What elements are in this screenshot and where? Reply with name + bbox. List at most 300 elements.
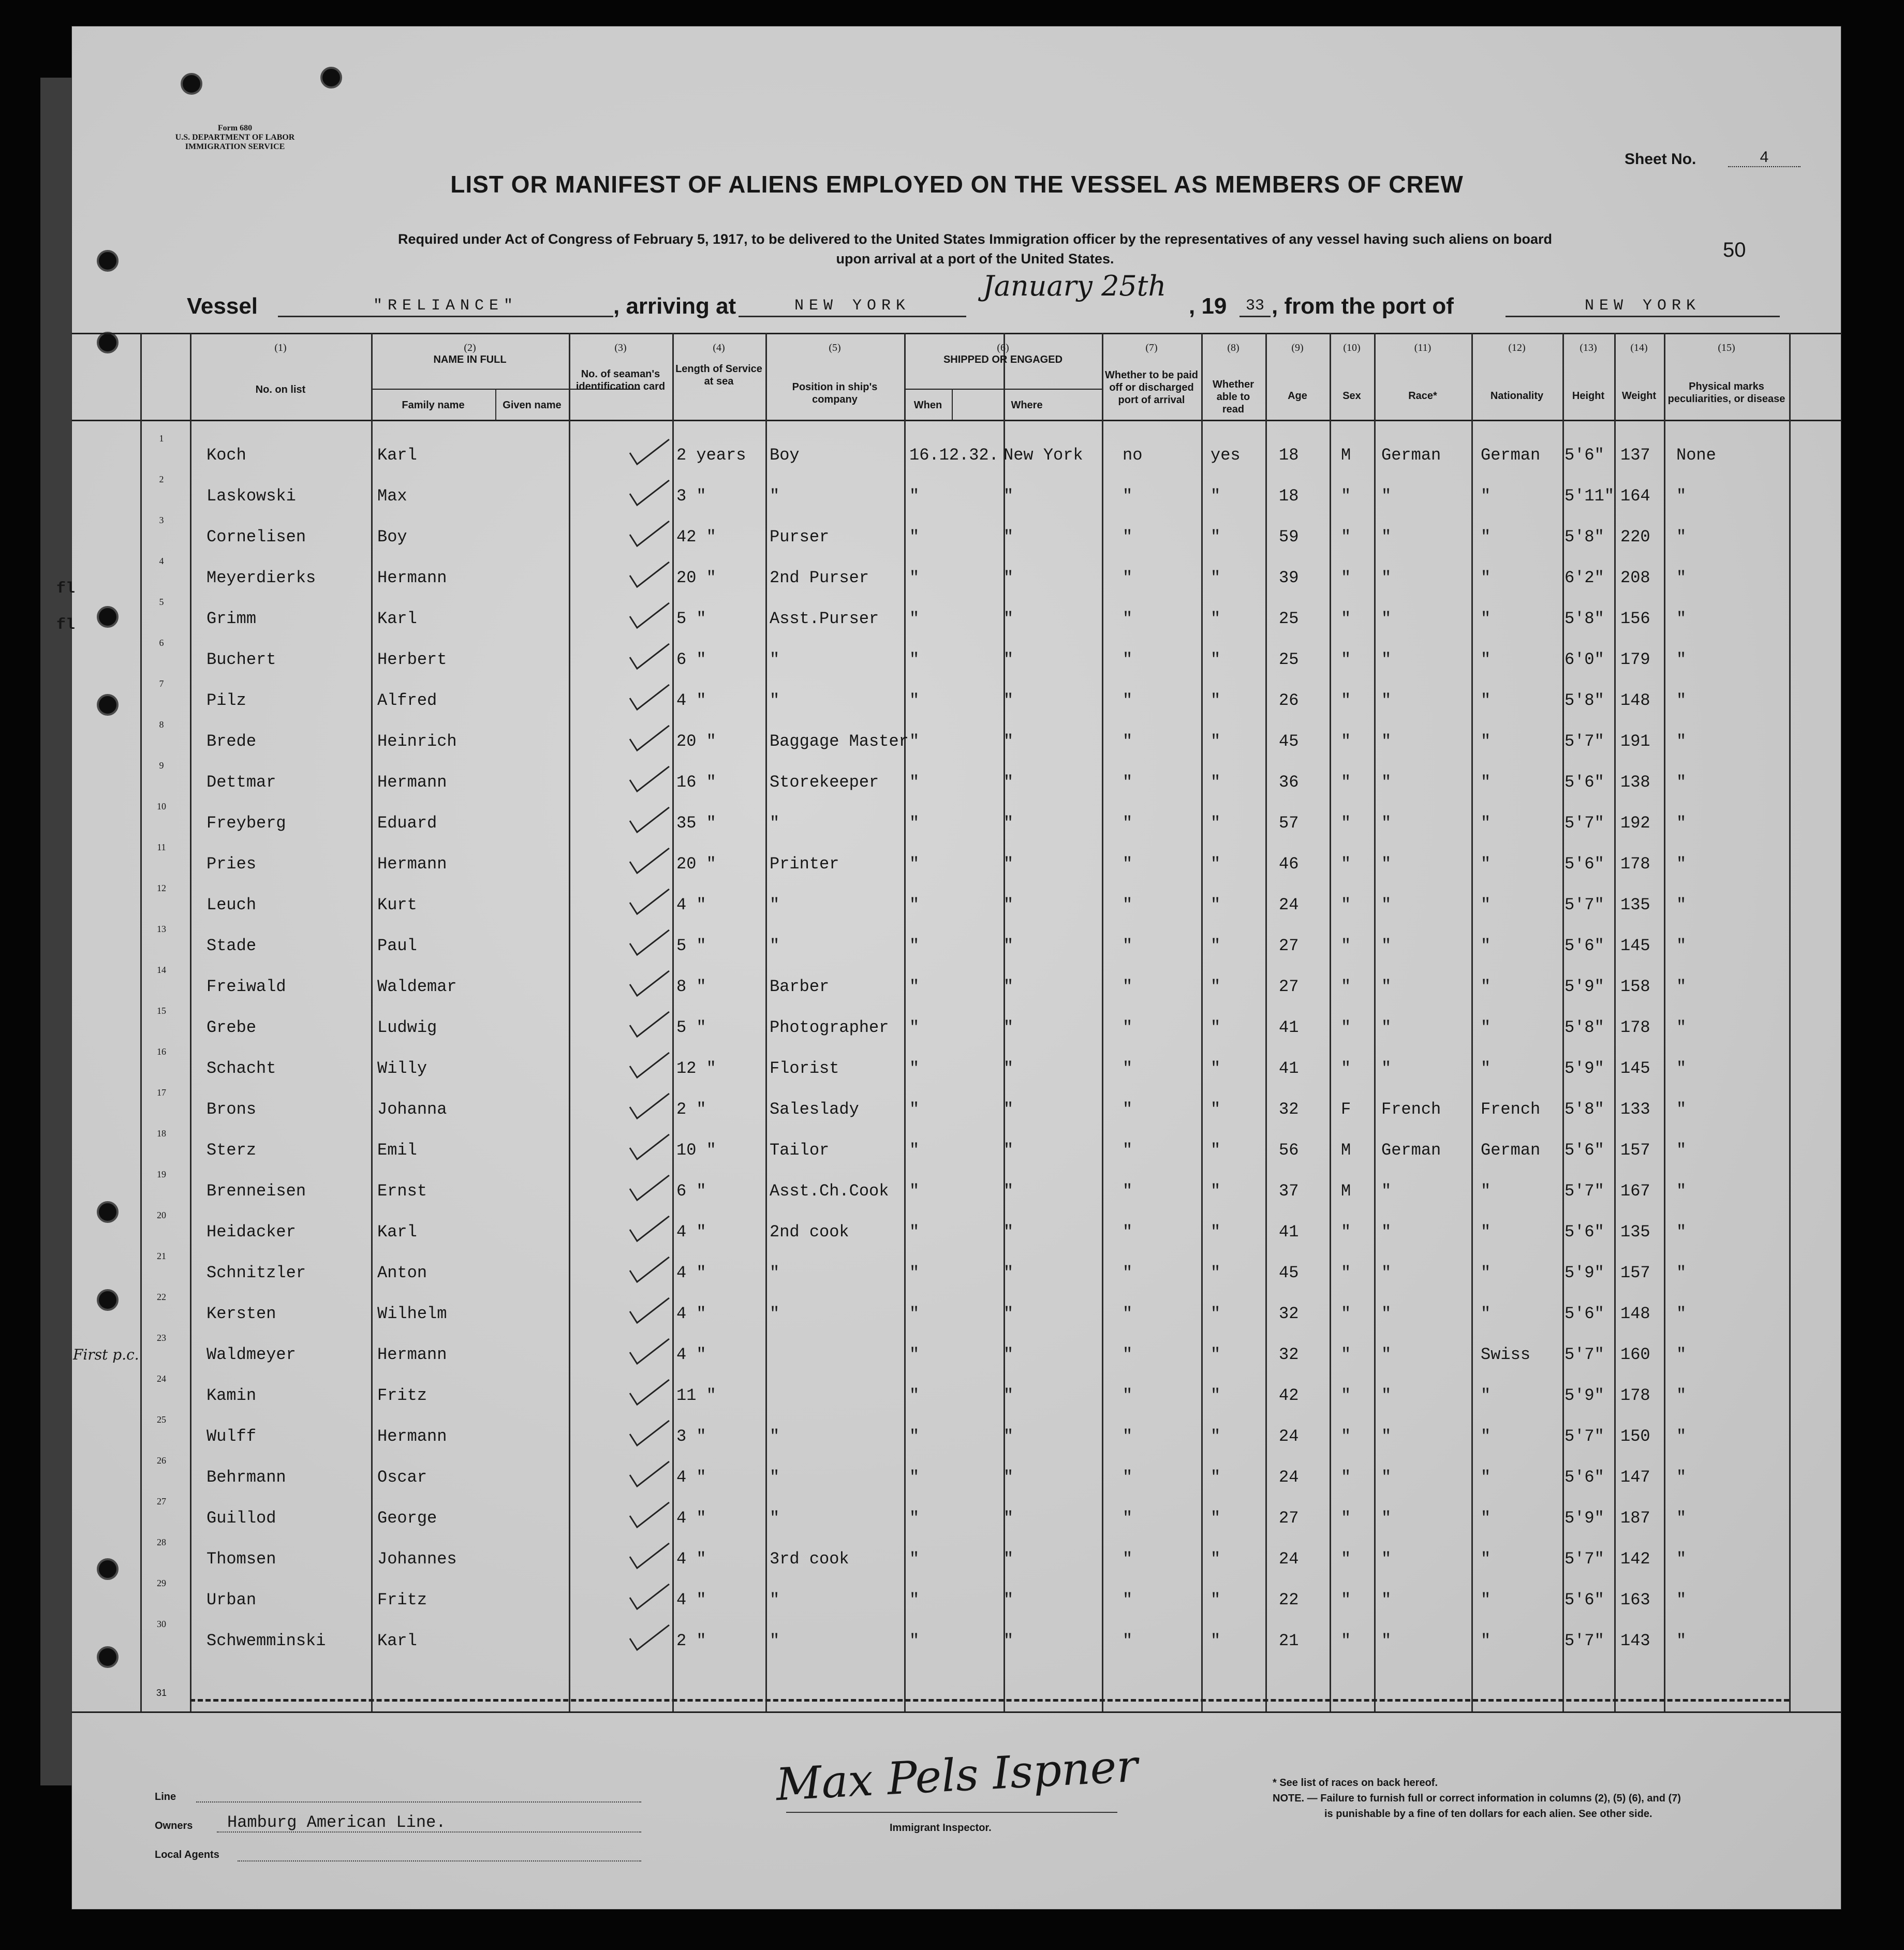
- cell-weight: 143: [1620, 1631, 1650, 1650]
- year-prefix: , 19: [1189, 293, 1227, 319]
- check-mark-icon: [626, 560, 672, 591]
- cell-where: ": [1003, 568, 1014, 587]
- cell-age: 25: [1279, 650, 1299, 669]
- cell-position: ": [770, 936, 780, 955]
- cell-sex: ": [1341, 691, 1351, 710]
- column-header: No. on list: [255, 384, 306, 395]
- cell-age: 37: [1279, 1181, 1299, 1201]
- cell-marks: ": [1676, 1549, 1687, 1569]
- column-number: (9): [1291, 342, 1304, 353]
- cell-family: Pries: [206, 854, 257, 874]
- row-number: 14: [157, 965, 166, 975]
- cell-age: 42: [1279, 1386, 1299, 1405]
- check-mark-icon: [626, 723, 672, 755]
- arriving-label: , arriving at: [613, 293, 736, 319]
- cell-marks: ": [1676, 1018, 1687, 1037]
- row-31-dashed-line: [190, 1699, 1789, 1702]
- cell-read: ": [1211, 977, 1221, 996]
- cell-height: 5'6": [1564, 773, 1604, 792]
- cell-sex: ": [1341, 568, 1351, 587]
- row-number: 18: [157, 1128, 166, 1139]
- cell-when: 16.12.32.: [909, 446, 999, 465]
- cell-sex: ": [1341, 854, 1351, 874]
- cell-nationality: ": [1481, 936, 1491, 955]
- cell-where: ": [1003, 1427, 1014, 1446]
- cell-marks: ": [1676, 977, 1687, 996]
- row-number: 29: [157, 1578, 166, 1588]
- cell-when: ": [909, 1222, 920, 1242]
- sub-column-header: When: [913, 400, 942, 411]
- cell-nationality: ": [1481, 568, 1491, 587]
- department-name: U.S. DEPARTMENT OF LABOR: [175, 133, 295, 142]
- cell-height: 5'8": [1564, 1100, 1604, 1119]
- cell-weight: 156: [1620, 609, 1650, 628]
- cell-height: 5'8": [1564, 691, 1604, 710]
- cell-when: ": [909, 1100, 920, 1119]
- check-mark-icon: [626, 887, 672, 918]
- column-header: Whether able to read: [1213, 379, 1254, 415]
- cell-position: Florist: [770, 1059, 839, 1078]
- cell-paid: ": [1123, 1059, 1133, 1078]
- column-rule: [765, 333, 767, 1711]
- cell-position: ": [770, 1509, 780, 1528]
- cell-given: Hermann: [377, 773, 447, 792]
- column-number: (2): [464, 342, 476, 353]
- cell-family: Heidacker: [206, 1222, 296, 1242]
- cell-marks: None: [1676, 446, 1716, 465]
- cell-weight: 135: [1620, 1222, 1650, 1242]
- cell-service: 4 ": [676, 1468, 706, 1487]
- cell-read: ": [1211, 1263, 1221, 1282]
- row-number: 1: [159, 433, 164, 444]
- cell-service: 4 ": [676, 691, 706, 710]
- cell-family: Sterz: [206, 1141, 257, 1160]
- cell-position: Printer: [770, 854, 839, 874]
- cell-service: 11 ": [676, 1386, 716, 1405]
- cell-read: ": [1211, 732, 1221, 751]
- cell-family: Cornelisen: [206, 527, 306, 546]
- cell-position: Asst.Ch.Cook: [770, 1181, 889, 1201]
- cell-where: ": [1003, 854, 1014, 874]
- cell-weight: 178: [1620, 1018, 1650, 1037]
- cell-paid: ": [1123, 732, 1133, 751]
- cell-marks: ": [1676, 814, 1687, 833]
- cell-age: 24: [1279, 1427, 1299, 1446]
- cell-when: ": [909, 486, 920, 506]
- cell-race: ": [1381, 1631, 1392, 1650]
- cell-family: Leuch: [206, 895, 257, 914]
- check-mark-icon: [626, 1541, 672, 1572]
- cell-height: 5'6": [1564, 446, 1604, 465]
- cell-race: ": [1381, 814, 1392, 833]
- punch-hole: [320, 67, 342, 88]
- cell-paid: ": [1123, 854, 1133, 874]
- column-header: No. of seaman's identification card: [575, 368, 666, 392]
- cell-age: 26: [1279, 691, 1299, 710]
- cell-service: 6 ": [676, 1181, 706, 1201]
- margin-mark: fl: [56, 616, 76, 634]
- column-rule: [140, 333, 142, 1711]
- check-mark-icon: [626, 1419, 672, 1450]
- cell-weight: 220: [1620, 527, 1650, 546]
- column-header: SHIPPED OR ENGAGED: [943, 354, 1063, 365]
- cell-given: Anton: [377, 1263, 427, 1282]
- inspector-signature: Max Pels Ispner: [774, 1740, 1139, 1811]
- cell-given: Alfred: [377, 691, 437, 710]
- row-number: 9: [159, 760, 164, 771]
- cell-nationality: ": [1481, 1222, 1491, 1242]
- local-agents-field: [238, 1860, 641, 1862]
- table-bottom-rule: [72, 1711, 1842, 1713]
- row-number: 7: [159, 678, 164, 689]
- cell-weight: 192: [1620, 814, 1650, 833]
- column-rule: [1201, 333, 1203, 1711]
- cell-family: Pilz: [206, 691, 246, 710]
- cell-weight: 142: [1620, 1549, 1650, 1569]
- row-number: 21: [157, 1251, 166, 1261]
- cell-nationality: ": [1481, 814, 1491, 833]
- cell-given: Waldemar: [377, 977, 457, 996]
- cell-race: ": [1381, 691, 1392, 710]
- cell-paid: ": [1123, 609, 1133, 628]
- cell-service: 4 ": [676, 895, 706, 914]
- arrival-date: January 25th: [983, 270, 1167, 302]
- check-mark-icon: [626, 478, 672, 509]
- column-rule: [1789, 333, 1791, 1711]
- cell-paid: ": [1123, 1181, 1133, 1201]
- cell-age: 36: [1279, 773, 1299, 792]
- cell-height: 5'7": [1564, 1345, 1604, 1364]
- owners-label: Owners: [155, 1820, 193, 1831]
- cell-family: Brons: [206, 1100, 257, 1119]
- cell-where: ": [1003, 1263, 1014, 1282]
- cell-when: ": [909, 568, 920, 587]
- cell-height: 5'6": [1564, 1304, 1604, 1323]
- cell-weight: 187: [1620, 1509, 1650, 1528]
- cell-given: Paul: [377, 936, 417, 955]
- cell-race: ": [1381, 568, 1392, 587]
- cell-given: Karl: [377, 609, 417, 628]
- cell-where: ": [1003, 1549, 1014, 1569]
- cell-age: 18: [1279, 486, 1299, 506]
- cell-position: ": [770, 650, 780, 669]
- cell-paid: ": [1123, 1468, 1133, 1487]
- cell-marks: ": [1676, 854, 1687, 874]
- column-rule: [1330, 333, 1331, 1711]
- cell-paid: ": [1123, 1100, 1133, 1119]
- cell-paid: ": [1123, 1386, 1133, 1405]
- cell-height: 5'6": [1564, 854, 1604, 874]
- cell-read: ": [1211, 527, 1221, 546]
- cell-given: Ludwig: [377, 1018, 437, 1037]
- cell-nationality: ": [1481, 650, 1491, 669]
- table-top-rule: [72, 333, 1842, 334]
- cell-age: 41: [1279, 1222, 1299, 1242]
- cell-sex: ": [1341, 732, 1351, 751]
- check-mark-icon: [626, 1010, 672, 1041]
- cell-race: ": [1381, 1222, 1392, 1242]
- column-number: (1): [274, 342, 287, 353]
- punch-hole: [97, 250, 119, 272]
- cell-service: 4 ": [676, 1509, 706, 1528]
- cell-where: ": [1003, 1468, 1014, 1487]
- cell-position: Photographer: [770, 1018, 889, 1037]
- service-name: IMMIGRATION SERVICE: [185, 142, 285, 151]
- cell-read: ": [1211, 895, 1221, 914]
- cell-position: Boy: [770, 446, 800, 465]
- cell-read: ": [1211, 1141, 1221, 1160]
- local-agents-label: Local Agents: [155, 1849, 219, 1860]
- cell-weight: 145: [1620, 1059, 1650, 1078]
- cell-nationality: ": [1481, 1549, 1491, 1569]
- column-number: (3): [614, 342, 627, 353]
- row-number: 23: [157, 1333, 166, 1343]
- sub-column-header: Where: [1011, 400, 1043, 411]
- cell-read: ": [1211, 1018, 1221, 1037]
- cell-marks: ": [1676, 1631, 1687, 1650]
- cell-read: ": [1211, 1100, 1221, 1119]
- cell-family: Schacht: [206, 1059, 276, 1078]
- cell-weight: 145: [1620, 936, 1650, 955]
- check-mark-icon: [626, 1173, 672, 1204]
- cell-age: 27: [1279, 977, 1299, 996]
- page-title: LIST OR MANIFEST OF ALIENS EMPLOYED ON THE VESSEL AS MEMBERS OF CREW: [450, 171, 1464, 198]
- cell-weight: 178: [1620, 1386, 1650, 1405]
- cell-race: ": [1381, 936, 1392, 955]
- cell-height: 5'7": [1564, 1427, 1604, 1446]
- cell-service: 12 ": [676, 1059, 716, 1078]
- cell-position: 2nd Purser: [770, 568, 869, 587]
- cell-nationality: ": [1481, 486, 1491, 506]
- shipped-subheader-rule: [904, 389, 1102, 390]
- cell-nationality: German: [1481, 446, 1541, 465]
- cell-service: 4 ": [676, 1345, 706, 1364]
- cell-age: 27: [1279, 936, 1299, 955]
- row-number: 10: [157, 801, 166, 811]
- cell-service: 16 ": [676, 773, 716, 792]
- cell-family: Schwemminski: [206, 1631, 326, 1650]
- cell-marks: ": [1676, 1141, 1687, 1160]
- cell-marks: ": [1676, 1222, 1687, 1242]
- cell-paid: ": [1123, 1509, 1133, 1528]
- cell-family: Meyerdierks: [206, 568, 316, 587]
- cell-family: Kamin: [206, 1386, 257, 1405]
- sheet-number-label: Sheet No.: [1625, 151, 1696, 168]
- row-number: 24: [157, 1373, 166, 1384]
- cell-sex: ": [1341, 1427, 1351, 1446]
- row-number: 27: [157, 1496, 166, 1506]
- page-subtitle: [289, 229, 1661, 269]
- cell-where: ": [1003, 814, 1014, 833]
- column-header: Age: [1288, 390, 1307, 402]
- cell-weight: 178: [1620, 854, 1650, 874]
- cell-when: ": [909, 895, 920, 914]
- cell-service: 8 ": [676, 977, 706, 996]
- cell-given: Johanna: [377, 1100, 447, 1119]
- cell-given: Hermann: [377, 854, 447, 874]
- column-number: (12): [1508, 342, 1526, 353]
- cell-family: Waldmeyer: [206, 1345, 296, 1364]
- cell-read: ": [1211, 854, 1221, 874]
- cell-position: ": [770, 691, 780, 710]
- cell-height: 5'7": [1564, 814, 1604, 833]
- arriving-port: NEW YORK: [739, 294, 966, 317]
- cell-height: 5'6": [1564, 1141, 1604, 1160]
- cell-given: Boy: [377, 527, 407, 546]
- cell-position: ": [770, 814, 780, 833]
- column-header: Position in ship's company: [792, 381, 878, 405]
- column-rule: [1664, 333, 1665, 1711]
- cell-service: 4 ": [676, 1590, 706, 1609]
- cell-paid: ": [1123, 1549, 1133, 1569]
- cell-given: Karl: [377, 446, 417, 465]
- row-number: 6: [159, 638, 164, 648]
- cell-sex: ": [1341, 1549, 1351, 1569]
- cell-weight: 167: [1620, 1181, 1650, 1201]
- row-number: 20: [157, 1210, 166, 1220]
- cell-read: ": [1211, 568, 1221, 587]
- immigrant-inspector-label: Immigrant Inspector.: [890, 1822, 992, 1834]
- cell-race: ": [1381, 1304, 1392, 1323]
- cell-read: ": [1211, 609, 1221, 628]
- punch-hole: [97, 1558, 119, 1580]
- cell-nationality: ": [1481, 977, 1491, 996]
- cell-family: Kersten: [206, 1304, 276, 1323]
- column-number: (11): [1414, 342, 1431, 353]
- column-header: Whether to be paid off or discharged port of arrival: [1105, 370, 1198, 406]
- row-number: 13: [157, 924, 166, 934]
- column-rule: [1562, 333, 1564, 1711]
- cell-read: ": [1211, 814, 1221, 833]
- cell-when: ": [909, 773, 920, 792]
- cell-family: Buchert: [206, 650, 276, 669]
- cell-family: Freiwald: [206, 977, 286, 996]
- row-number: 28: [157, 1537, 166, 1547]
- cell-nationality: ": [1481, 1263, 1491, 1282]
- cell-position: Baggage Master: [770, 732, 909, 751]
- cell-race: ": [1381, 895, 1392, 914]
- cell-sex: ": [1341, 1631, 1351, 1650]
- cell-paid: ": [1123, 977, 1133, 996]
- check-mark-icon: [626, 1623, 672, 1654]
- cell-age: 45: [1279, 732, 1299, 751]
- form-number: Form 680: [217, 124, 253, 132]
- cell-age: 18: [1279, 446, 1299, 465]
- cell-nationality: ": [1481, 1304, 1491, 1323]
- cell-given: Heinrich: [377, 732, 457, 751]
- cell-height: 5'6": [1564, 1222, 1604, 1242]
- cell-weight: 148: [1620, 691, 1650, 710]
- row-number: 4: [159, 556, 164, 566]
- cell-sex: ": [1341, 773, 1351, 792]
- cell-given: Karl: [377, 1222, 417, 1242]
- margin-note: First p.c.: [73, 1346, 139, 1363]
- cell-race: ": [1381, 732, 1392, 751]
- cell-position: ": [770, 1590, 780, 1609]
- cell-nationality: ": [1481, 1059, 1491, 1078]
- cell-given: Hermann: [377, 1345, 447, 1364]
- cell-sex: ": [1341, 1509, 1351, 1528]
- cell-position: ": [770, 486, 780, 506]
- cell-where: ": [1003, 486, 1014, 506]
- races-note: * See list of races on back hereof.: [1273, 1777, 1438, 1789]
- cell-race: German: [1381, 1141, 1441, 1160]
- cell-family: Laskowski: [206, 486, 296, 506]
- cell-when: ": [909, 1468, 920, 1487]
- cell-service: 4 ": [676, 1222, 706, 1242]
- cell-sex: F: [1341, 1100, 1351, 1119]
- cell-race: ": [1381, 1590, 1392, 1609]
- cell-sex: ": [1341, 1345, 1351, 1364]
- cell-when: ": [909, 691, 920, 710]
- cell-age: 32: [1279, 1345, 1299, 1364]
- check-mark-icon: [626, 764, 672, 795]
- cell-race: ": [1381, 1468, 1392, 1487]
- cell-family: Schnitzler: [206, 1263, 306, 1282]
- check-mark-icon: [626, 1459, 672, 1490]
- cell-read: ": [1211, 1181, 1221, 1201]
- cell-where: ": [1003, 1018, 1014, 1037]
- check-mark-icon: [626, 805, 672, 836]
- cell-paid: ": [1123, 1345, 1133, 1364]
- cell-read: ": [1211, 1427, 1221, 1446]
- cell-age: 27: [1279, 1509, 1299, 1528]
- cell-sex: ": [1341, 527, 1351, 546]
- cell-nationality: ": [1481, 1018, 1491, 1037]
- cell-paid: ": [1123, 1590, 1133, 1609]
- cell-position: Saleslady: [770, 1100, 859, 1119]
- cell-position: ": [770, 1263, 780, 1282]
- cell-height: 5'9": [1564, 1509, 1604, 1528]
- cell-marks: ": [1676, 1590, 1687, 1609]
- cell-weight: 133: [1620, 1100, 1650, 1119]
- cell-paid: no: [1123, 446, 1143, 465]
- column-number: (13): [1580, 342, 1597, 353]
- check-mark-icon: [626, 519, 672, 550]
- column-number: (14): [1630, 342, 1648, 353]
- cell-height: 5'7": [1564, 1631, 1604, 1650]
- cell-weight: 137: [1620, 446, 1650, 465]
- fine-note-line-2: is punishable by a fine of ten dollars for each alien. See other side.: [1324, 1808, 1652, 1820]
- cell-paid: ": [1123, 527, 1133, 546]
- cell-when: ": [909, 1263, 920, 1282]
- cell-paid: ": [1123, 1263, 1133, 1282]
- form-identifier: [139, 124, 331, 152]
- cell-paid: ": [1123, 895, 1133, 914]
- cell-sex: M: [1341, 1141, 1351, 1160]
- cell-where: ": [1003, 773, 1014, 792]
- cell-weight: 157: [1620, 1141, 1650, 1160]
- row-number: 8: [159, 719, 164, 730]
- cell-where: ": [1003, 895, 1014, 914]
- cell-when: ": [909, 1386, 920, 1405]
- table-header-rule: [72, 420, 1842, 421]
- check-mark-icon: [626, 1091, 672, 1122]
- cell-sex: ": [1341, 650, 1351, 669]
- cell-nationality: ": [1481, 1181, 1491, 1201]
- cell-weight: 148: [1620, 1304, 1650, 1323]
- column-number: (6): [997, 342, 1009, 353]
- cell-paid: ": [1123, 814, 1133, 833]
- cell-when: ": [909, 936, 920, 955]
- cell-position: ": [770, 1631, 780, 1650]
- cell-height: 5'8": [1564, 1018, 1604, 1037]
- cell-when: ": [909, 732, 920, 751]
- cell-sex: ": [1341, 814, 1351, 833]
- cell-nationality: French: [1481, 1100, 1541, 1119]
- cell-sex: ": [1341, 1222, 1351, 1242]
- cell-marks: ": [1676, 1427, 1687, 1446]
